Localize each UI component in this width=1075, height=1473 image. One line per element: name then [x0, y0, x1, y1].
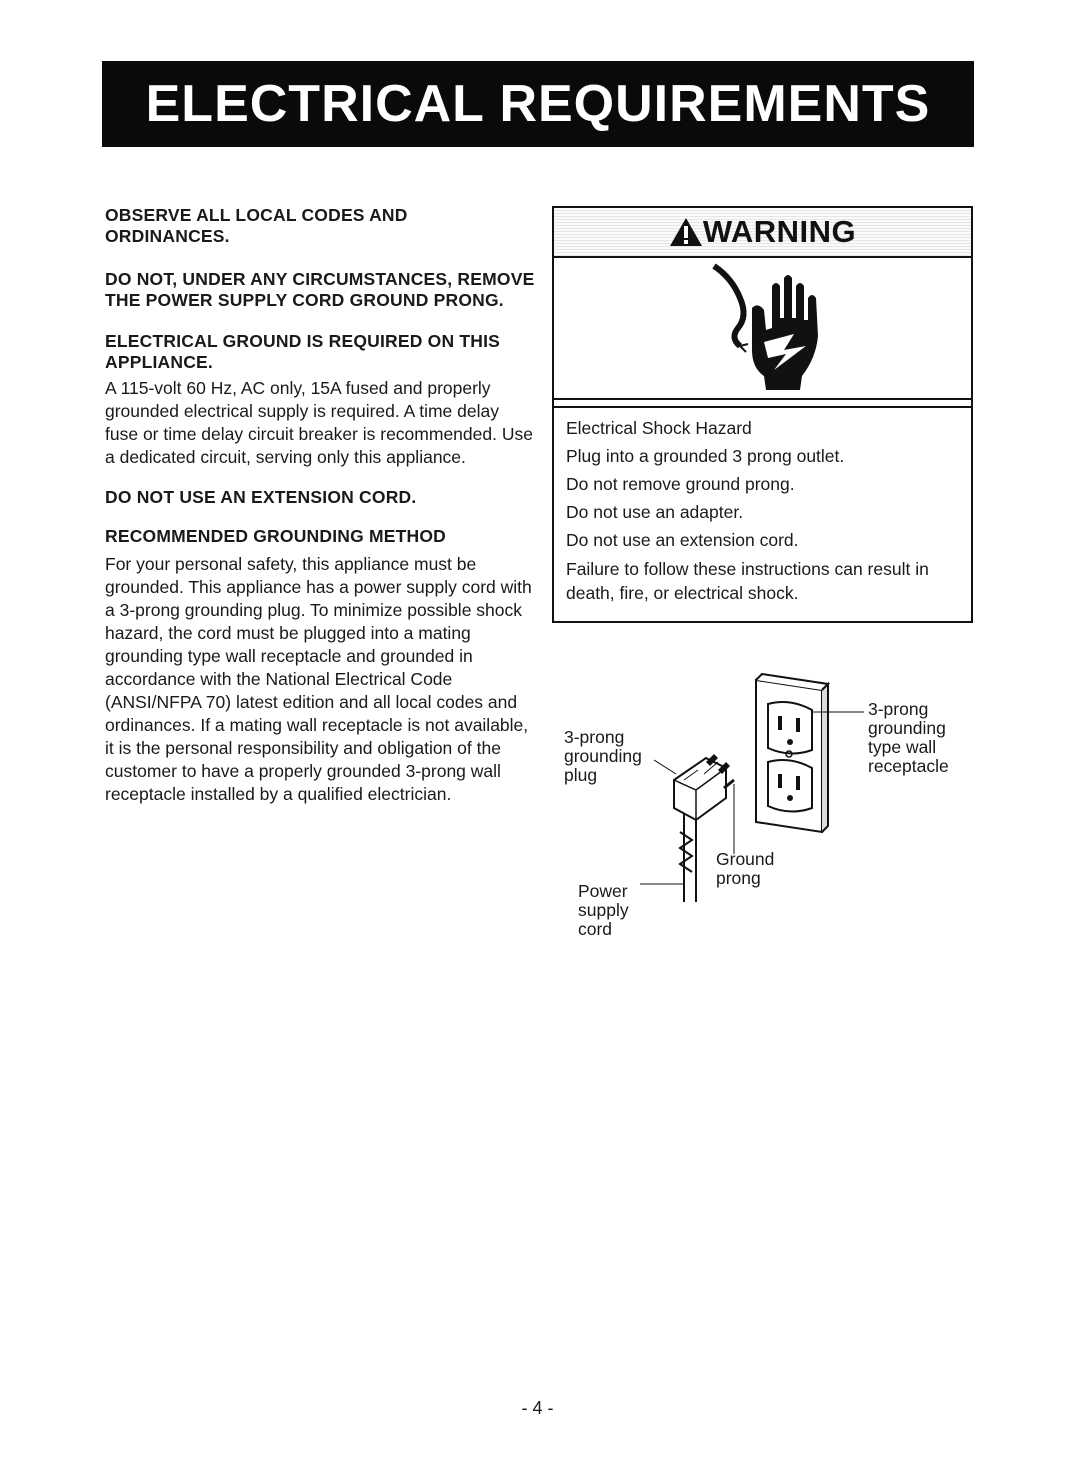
ground-prong-label: Ground prong: [716, 849, 775, 888]
heading-ground-required: ELECTRICAL GROUND IS REQUIRED ON THIS APPLIANCE.: [105, 331, 501, 372]
electric-shock-hand-icon: [554, 258, 975, 398]
heading-ground-prong: DO NOT, UNDER ANY CIRCUMSTANCES, REMOVE THE POWER SUPPLY CORD GROUND PRONG.: [105, 269, 535, 310]
warning-line-3: Do not remove ground prong.: [566, 474, 795, 494]
warning-line-6: Failure to follow these instructions can result in death, fire, or electrical shock.: [566, 559, 929, 603]
left-column: [105, 205, 535, 820]
page-title-text: ELECTRICAL REQUIREMENTS: [145, 75, 931, 133]
page-title: [102, 61, 974, 147]
warning-line-4: Do not use an adapter.: [566, 502, 744, 522]
power-cord-label: Power supply cord: [578, 881, 629, 939]
heading-grounding-method: RECOMMENDED GROUNDING METHOD: [105, 526, 447, 546]
page-number: - 4 -: [521, 1398, 554, 1418]
warning-box: [552, 206, 973, 623]
warning-title: WARNING: [702, 214, 857, 249]
shock-hazard-area: [554, 258, 971, 398]
warning-triangle-icon: [669, 217, 703, 247]
warning-header: [554, 208, 971, 258]
plug-label: 3-prong grounding plug: [564, 727, 642, 785]
warning-text: [566, 414, 966, 605]
warning-line-2: Plug into a grounded 3 prong outlet.: [566, 446, 845, 466]
warning-line-5: Do not use an extension cord.: [566, 530, 799, 550]
receptacle-label: 3-prong grounding type wall receptacle: [868, 699, 949, 776]
grounding-plug-figure: [556, 662, 976, 942]
warning-divider: [554, 398, 971, 408]
paragraph-supply: A 115-volt 60 Hz, AC only, 15A fused and properly grounded electrical supply is required. A time delay fuse or time delay circuit breaker is recommended. Use a dedicated circuit, serving only this appliance.: [105, 378, 533, 467]
heading-observe-codes: OBSERVE ALL LOCAL CODES AND ORDINANCES.: [105, 205, 408, 246]
heading-no-extension: DO NOT USE AN EXTENSION CORD.: [105, 487, 417, 507]
warning-line-1: Electrical Shock Hazard: [566, 418, 752, 438]
paragraph-grounding: For your personal safety, this appliance must be grounded. This appliance has a power supply cord with a 3-prong grounding plug. To minimize possible shock hazard, the cord must be plugged into a mating grounding type wall receptacle and grounded in accordance with the National Electrical Code (ANSI/NFPA 70) latest edition and all local codes and ordinances. If a mating wall receptacle is not available, it is the personal responsibility and obligation of the customer to have a properly grounded 3-prong wall receptacle installed by a qualified electrician.: [105, 554, 532, 804]
